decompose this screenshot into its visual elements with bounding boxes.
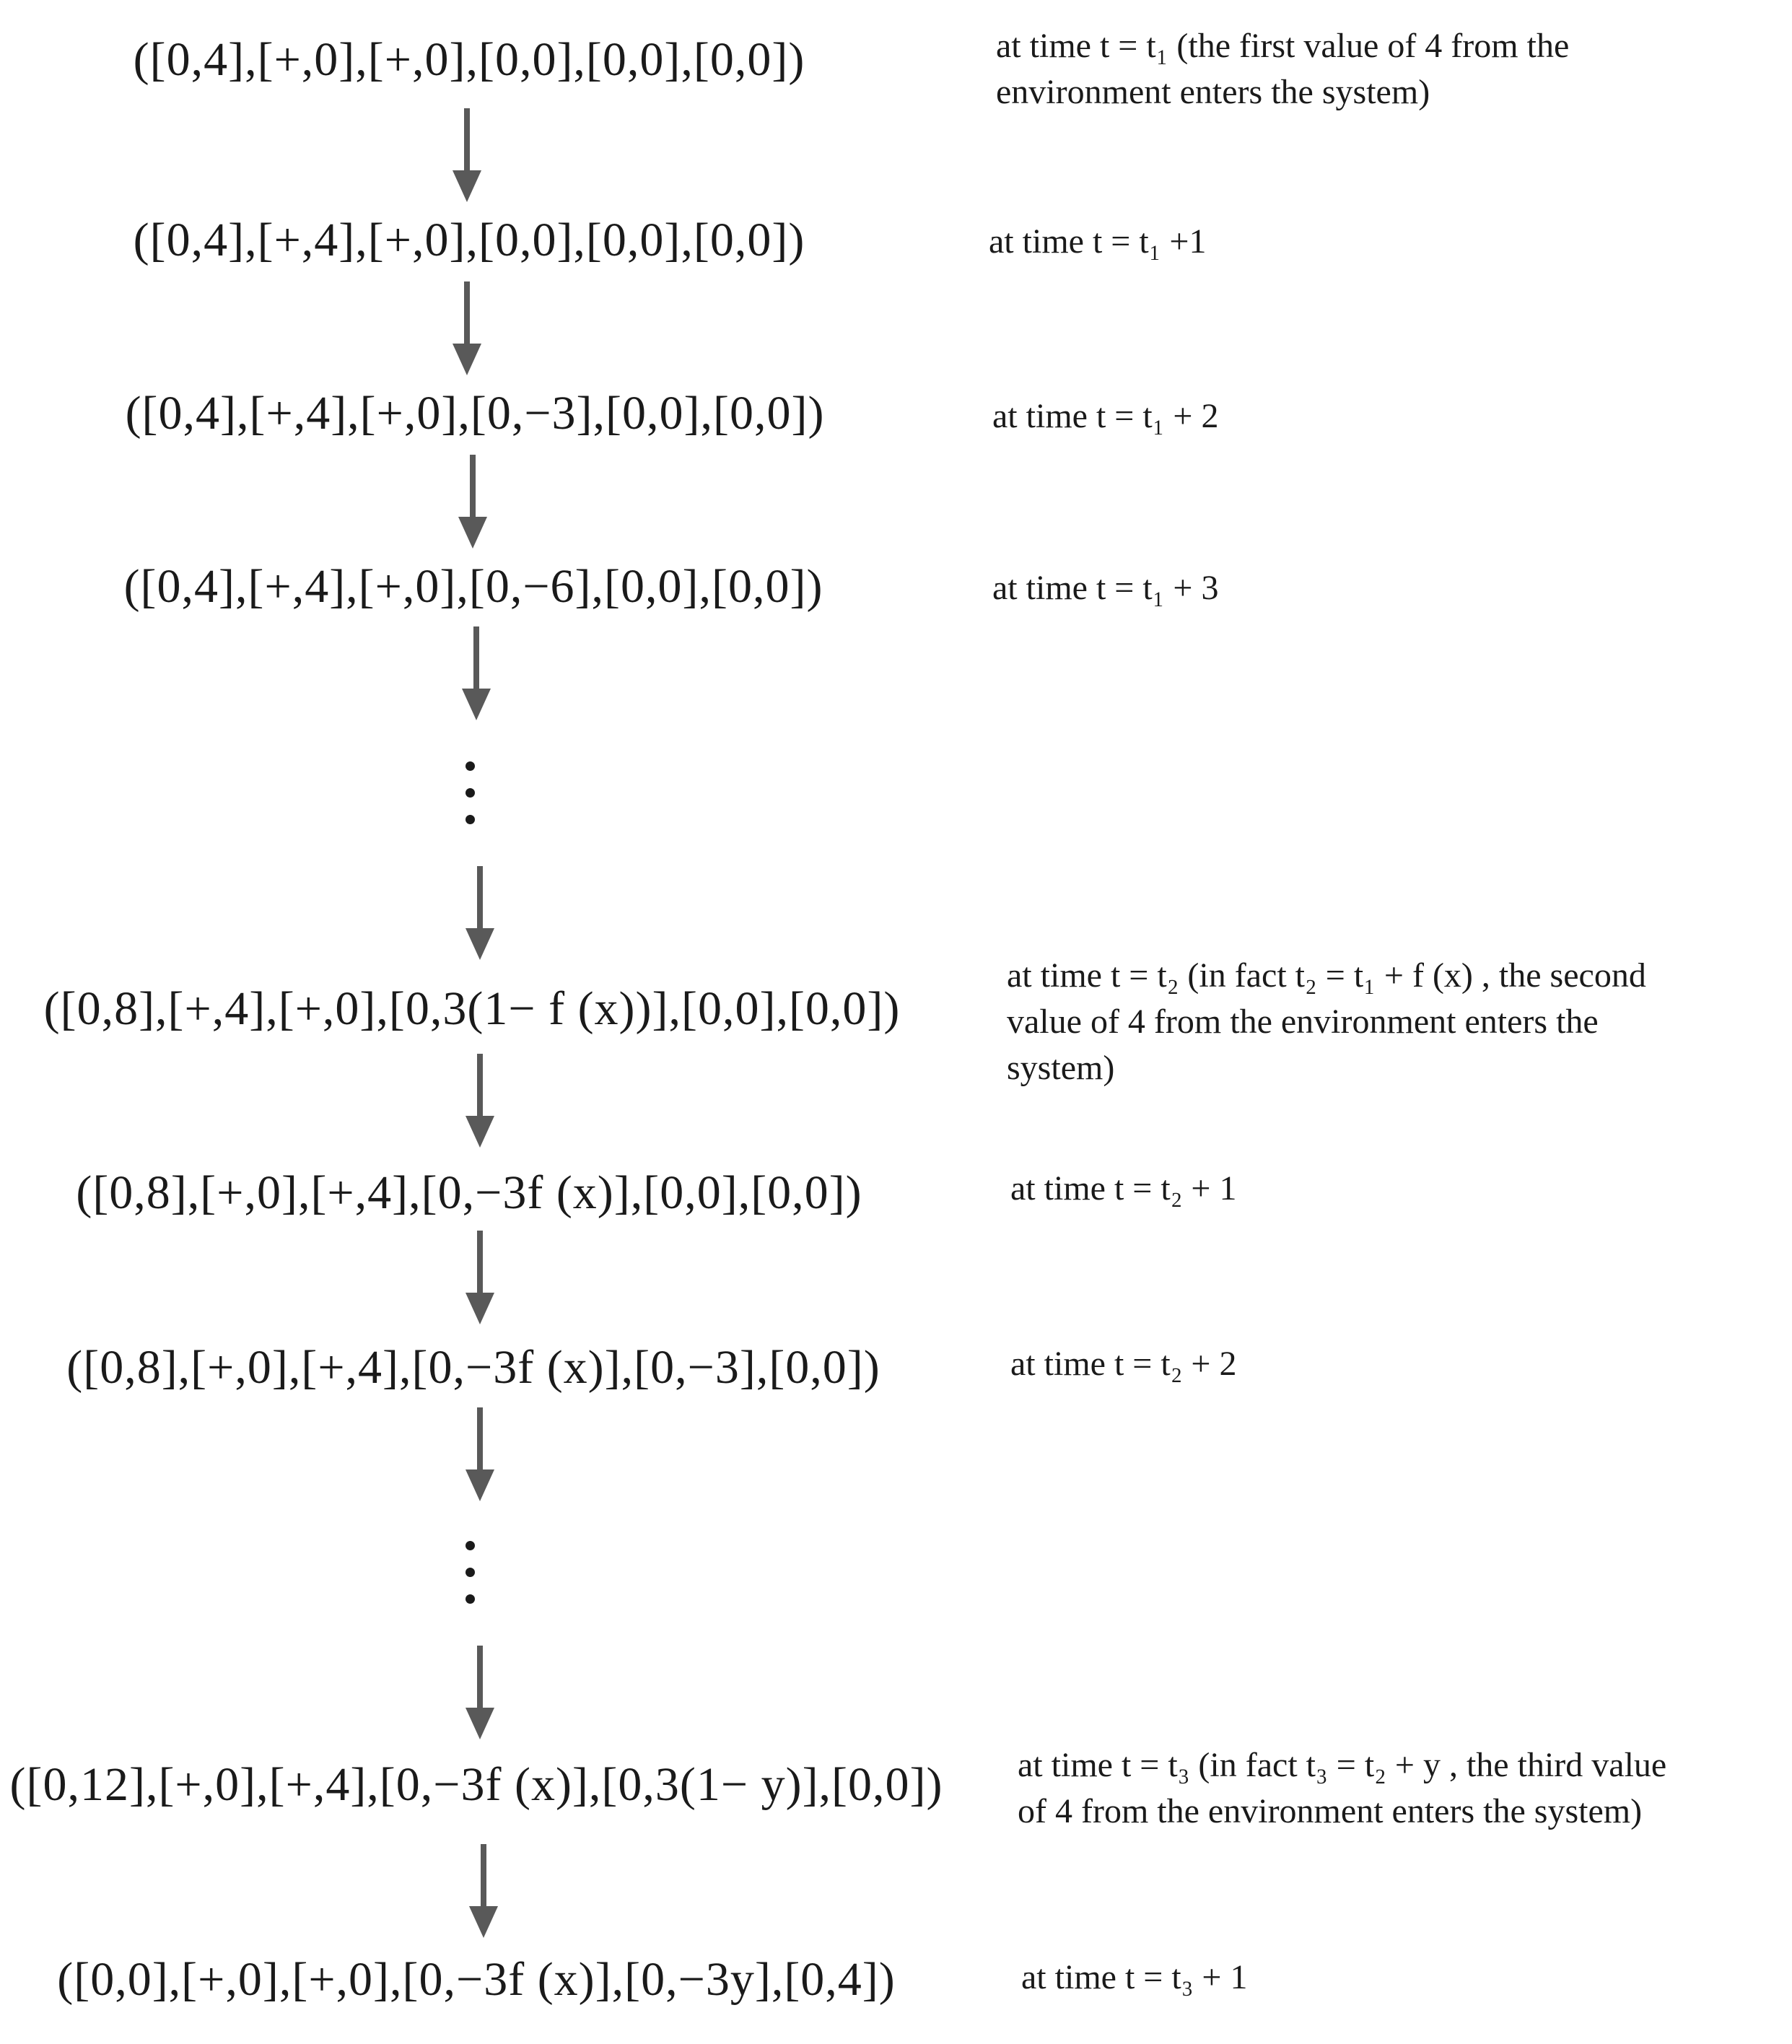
down-arrow-icon [466,866,494,960]
time-label-line: system) [1007,1049,1115,1087]
time-label-step-6 [1010,1166,1237,1212]
vertical-ellipsis-icon [466,1541,477,1606]
state-step-2: ([0,4],[+,4],[+,0],[0,0],[0,0],[0,0]) [133,214,805,266]
time-label-step-1 [996,23,1569,115]
down-arrow-icon [466,1054,494,1148]
time-label-line: at time t = t₁ + 2 [992,397,1219,435]
state-step-5: ([0,8],[+,4],[+,0],[0,3(1− f (x))],[0,0],[0,0]) [43,982,901,1035]
time-label-line: environment enters the system) [996,73,1430,111]
time-label-step-8 [1018,1742,1666,1835]
down-arrow-icon [453,108,481,202]
state-step-3: ([0,4],[+,4],[+,0],[0,−3],[0,0],[0,0]) [125,387,825,440]
time-label-step-4 [992,565,1219,611]
state-step-8: ([0,12],[+,0],[+,4],[0,−3f (x)],[0,3(1− y)],[0,0]) [9,1758,943,1811]
time-label-line: value of 4 from the environment enters the [1007,1003,1599,1041]
time-label-step-2 [989,219,1207,265]
time-label-line: of 4 from the environment enters the system) [1018,1792,1643,1830]
time-label-step-7 [1010,1341,1237,1387]
state-step-6: ([0,8],[+,0],[+,4],[0,−3f (x)],[0,0],[0,0]) [76,1166,862,1219]
down-arrow-icon [466,1646,494,1739]
state-step-7: ([0,8],[+,0],[+,4],[0,−3f (x)],[0,−3],[0,0]) [66,1341,880,1394]
time-label-line: at time t = t₁ + 3 [992,569,1219,607]
down-arrow-icon [469,1844,498,1938]
time-label-step-3 [992,393,1219,440]
time-label-line: at time t = t₂ + 2 [1010,1345,1237,1383]
time-label-line: at time t = t₁ (the first value of 4 from the [996,27,1570,65]
time-label-step-9 [1021,1955,1248,2001]
down-arrow-icon [458,455,487,549]
time-label-line: at time t = t₂ (in fact t₂ = t₁ + f (x) , the second [1007,956,1646,995]
down-arrow-icon [466,1407,494,1501]
down-arrow-icon [466,1231,494,1324]
state-step-9: ([0,0],[+,0],[+,0],[0,−3f (x)],[0,−3y],[0,4]) [57,1953,896,2006]
state-step-1: ([0,4],[+,0],[+,0],[0,0],[0,0],[0,0]) [133,33,805,86]
time-label-line: at time t = t₁ +1 [989,222,1207,261]
time-label-line: at time t = t₂ + 1 [1010,1169,1237,1207]
state-step-4: ([0,4],[+,4],[+,0],[0,−6],[0,0],[0,0]) [123,560,823,613]
time-label-step-5 [1007,953,1646,1091]
time-label-line: at time t = t₃ (in fact t₃ = t₂ + y , the third value [1018,1746,1667,1784]
down-arrow-icon [462,626,491,720]
down-arrow-icon [453,281,481,375]
time-label-line: at time t = t₃ + 1 [1021,1958,1248,1996]
vertical-ellipsis-icon [466,761,477,826]
